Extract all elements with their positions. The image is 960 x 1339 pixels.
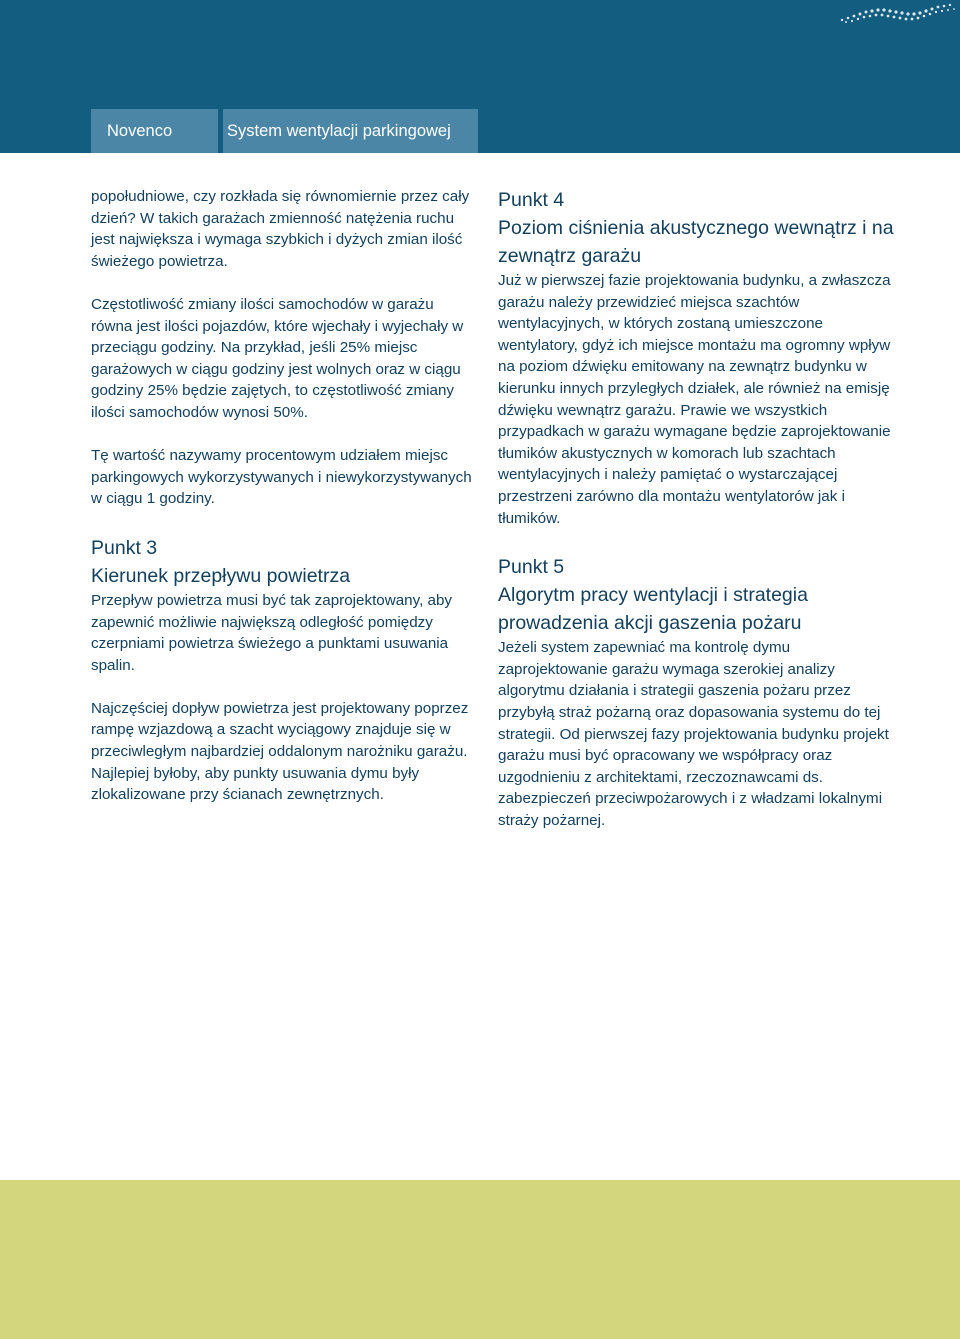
tab-system-wentylacji[interactable]: System wentylacji parkingowej <box>223 109 478 153</box>
paragraph-ramp: Najczęściej dopływ powietrza jest projektowany poprzez rampę wzjazdową a szacht wyciągowy znajduje się w przeciwległym najbardziej oddalonym narożniku garażu. Najlepiej byłoby, aby punkty usuwania dymu były zlokalizowane przy ścianach zewnętrznych. <box>91 699 469 804</box>
paragraph-acoustic: Już w pierwszej fazie projektowania budynku, a zwłaszcza garażu należy przewidzieć miejsca szachtów wentylacyjnych, w których zostaną umieszczone wentylatory, gdyż ich miejsce montażu ma ogromny wpływ na poziom dźwięku emitowany na zewnątrz budynku w kierunku innych przyległych działek, ale również na emisję dźwięku wewnątrz garażu. Prawie we wszystkich przypadkach w garażu wymagane będzie zaprojektowanie tłumików akustycznych w komorach lub szachtach wentylacyjnych i należy pamiętać o wystarczającej przestrzeni zarówno dla montażu wentylatorów jak i tłumików. <box>498 272 891 527</box>
section-5-title: Algorytm pracy wentylacji i strategia prowadzenia akcji gaszenia pożaru <box>498 584 808 635</box>
paragraph-percentage: Tę wartość nazywamy procentowym udziałem miejsc parkingowych wykorzystywanych i niewykorzystywanych w ciągu 1 godziny. <box>91 447 472 508</box>
novenco-wave-logo-icon <box>838 2 958 24</box>
tab-novenco[interactable]: Novenco <box>91 109 218 153</box>
left-column <box>91 186 473 806</box>
paragraph-frequency: Częstotliwość zmiany ilości samochodów w garażu równa jest ilości pojazdów, które wjechały i wyjechały w przeciągu godziny. Na przykład, jeśli 25% miejsc garażowych w ciągu godziny jest wolnych oraz w ciągu godziny 25% będzie zajętych, to częstotliwość zmiany ilości samochodów wynosi 50%. <box>91 295 464 421</box>
section-4-number: Punkt 4 <box>498 189 565 211</box>
paragraph-intro: popołudniowe, czy rozkłada się równomiernie przez cały dzień? W takich garażach zmienność natężenia ruchu jest największa i wymaga szybkich i dyżych zmian ilość świeżego powietrza. <box>91 188 470 270</box>
paragraph-fire-strategy: Jeżeli system zapewniać ma kontrolę dymu zaprojektowanie garażu wymaga szerokiej analizy algorytmu działania i strategii gaszenia pożaru przez przybyłą straż pożarną oraz dopasowania systemu do tej strategii. Od pierwszej fazy projektowania budynku projekt garażu musi być opracowany we współpracy oraz uzgodnieniu z architektami, rzeczoznawcami ds. zabezpieczeń przeciwpożarowych i z władzami lokalnymi straży pożarnej. <box>498 639 889 829</box>
page-footer-band <box>0 1180 960 1339</box>
section-3-title: Kierunek przepływu powietrza <box>91 564 351 587</box>
right-column <box>498 186 898 831</box>
section-4-title: Poziom ciśnienia akustycznego wewnątrz i na zewnątrz garażu <box>498 217 894 267</box>
paragraph-airflow: Przepływ powietrza musi być tak zaprojektowany, aby zapewnić możliwie największą odległość pomiędzy czerpniami powietrza świeżego a punktami usuwania spalin. <box>91 591 452 674</box>
page-header <box>0 0 960 153</box>
section-3-number: Punkt 3 <box>91 536 158 559</box>
section-5-number: Punkt 5 <box>498 556 565 579</box>
